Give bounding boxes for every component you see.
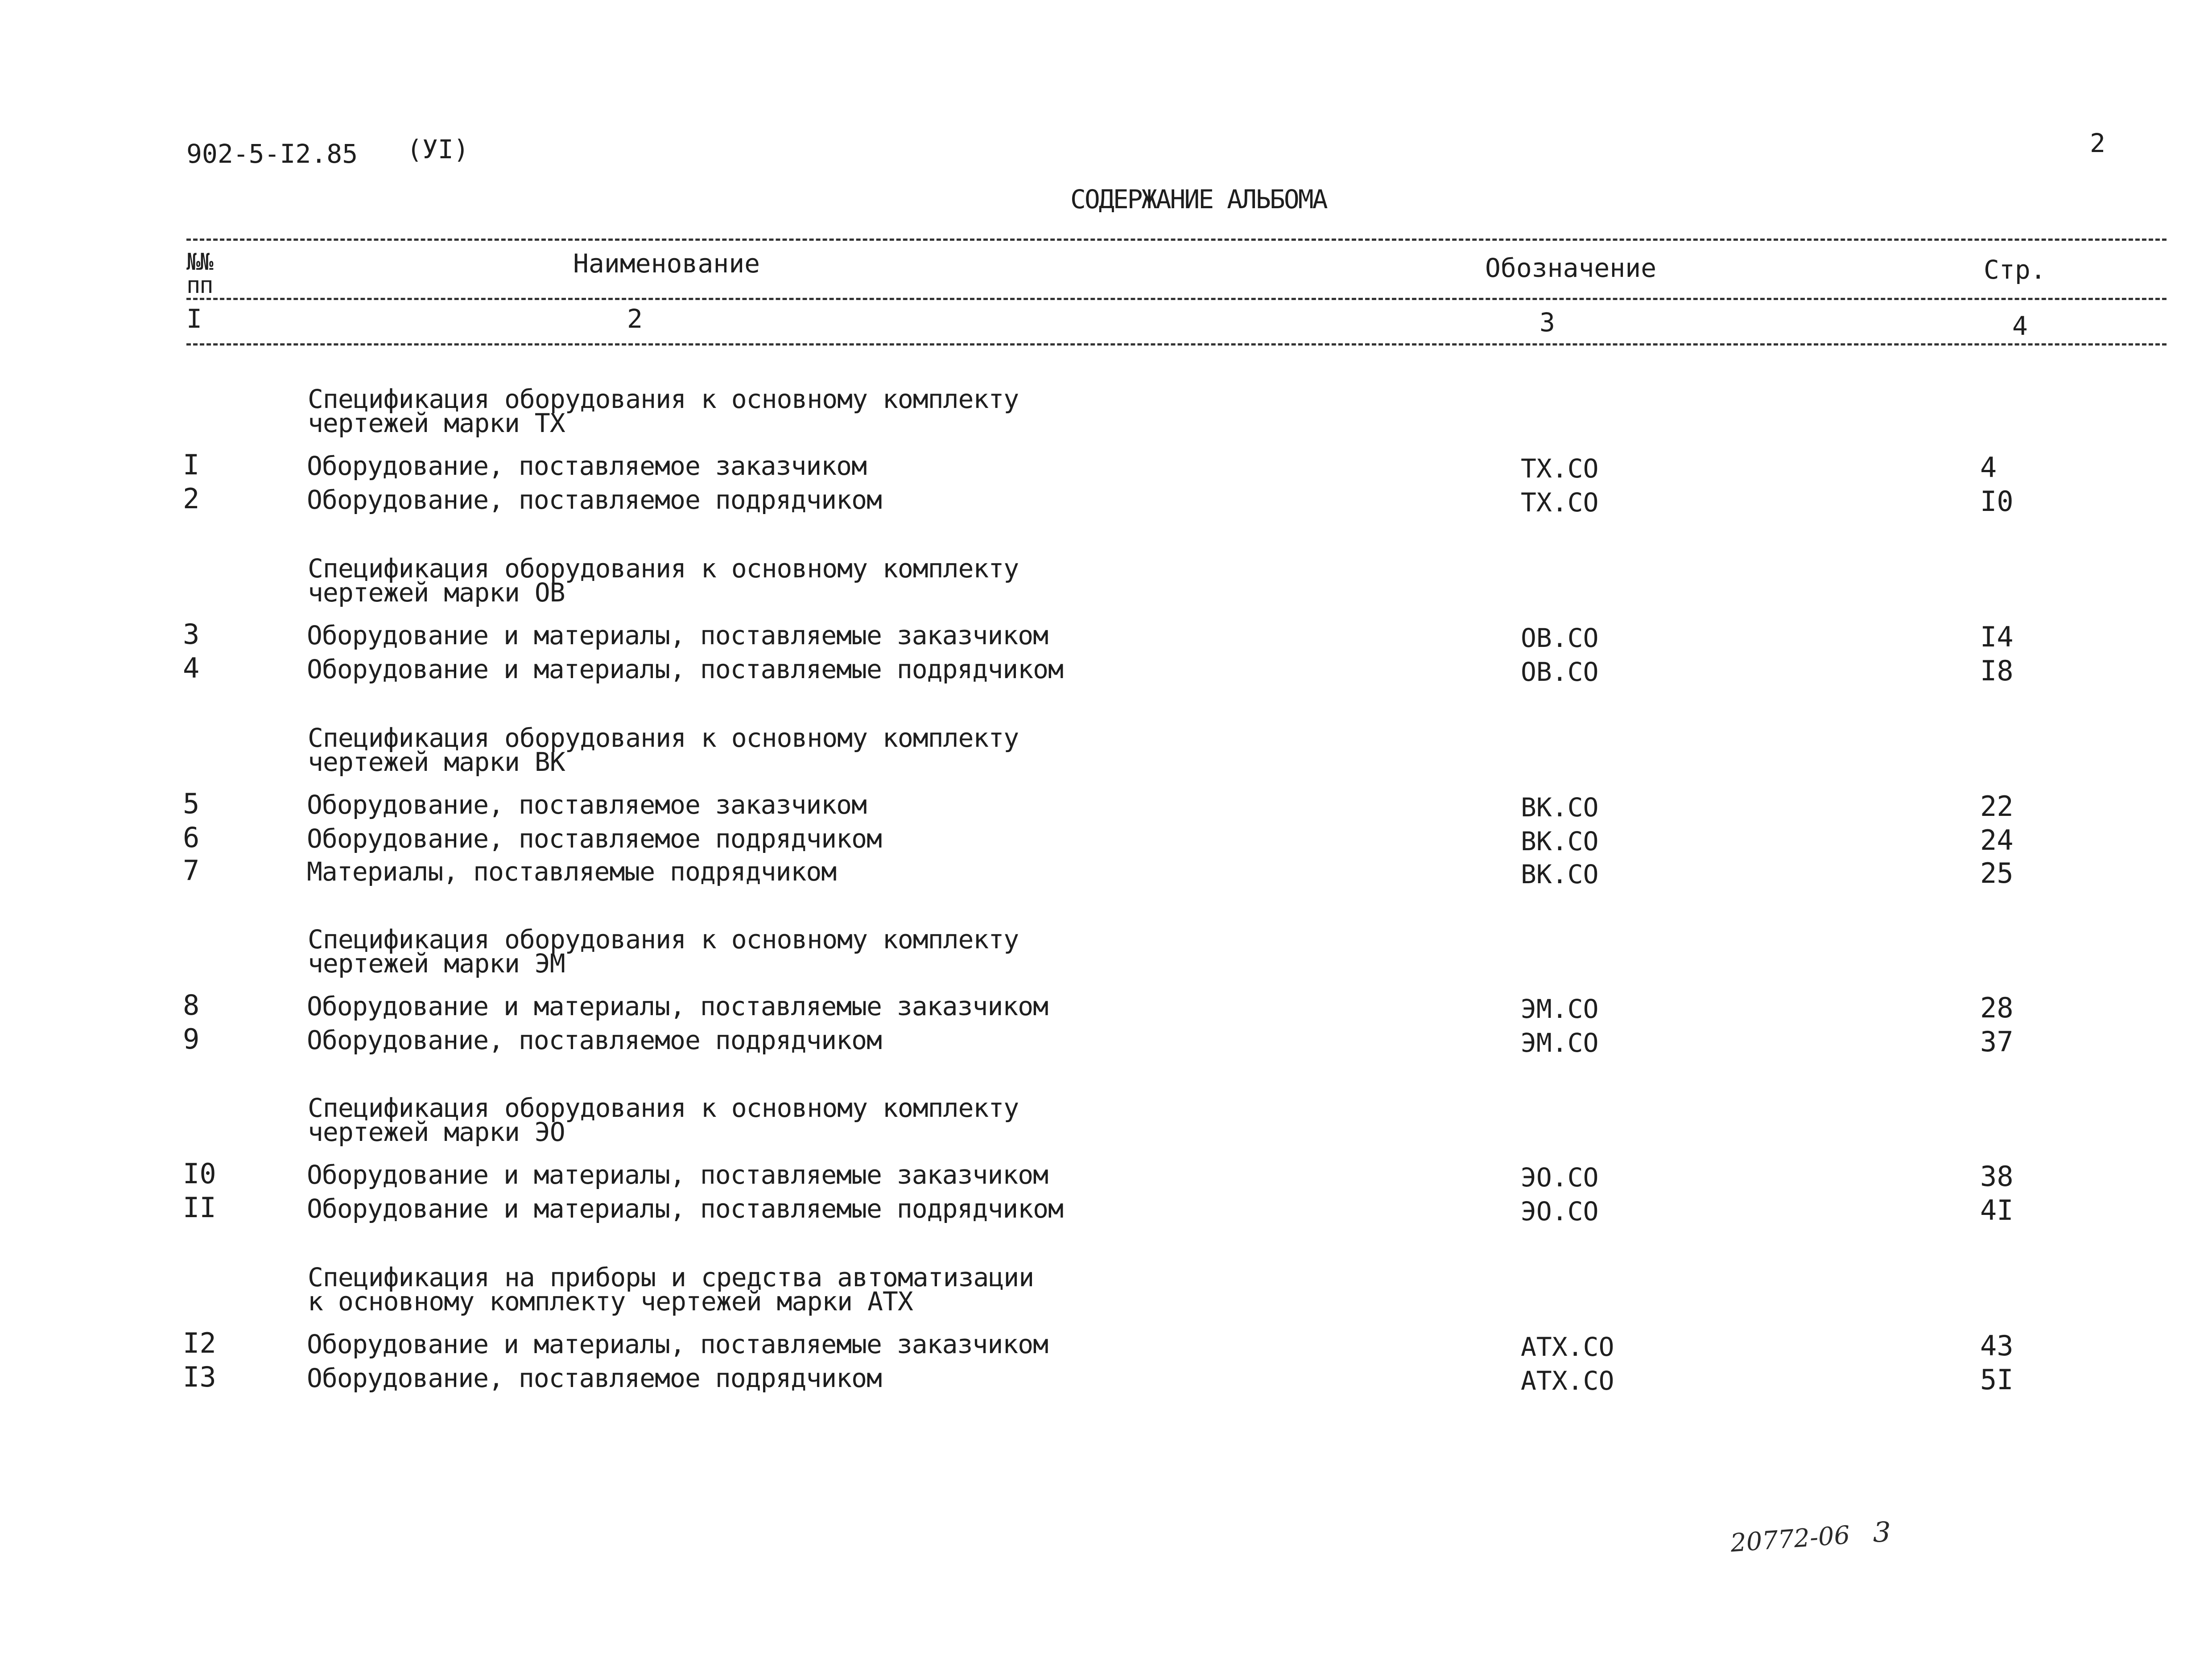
row-number: I0 [183, 1157, 216, 1190]
row-page: 4I [1980, 1194, 2014, 1226]
section-title-ov: Спецификация оборудования к основному комплекту чертежей марки ОВ [308, 553, 1019, 608]
row-name: Оборудование, поставляемое подрядчиком [307, 485, 882, 515]
header-top-rule [186, 239, 2167, 241]
row-page: 43 [1980, 1329, 2014, 1362]
row-code: ТХ.СО [1521, 453, 1599, 484]
row-name: Материалы, поставляемые подрядчиком [307, 856, 837, 887]
header-middle-rule [186, 298, 2167, 300]
column-number-label-1: №№ [186, 249, 213, 276]
row-name: Оборудование, поставляемое заказчиком [307, 790, 867, 820]
row-name: Оборудование и материалы, поставляемые подрядчиком [307, 1194, 1063, 1224]
row-number: 6 [183, 821, 200, 854]
row-name: Оборудование, поставляемое заказчиком [307, 451, 867, 481]
row-number: 7 [183, 854, 200, 887]
row-code: ЭО.СО [1521, 1196, 1599, 1226]
row-code: ОВ.СО [1521, 623, 1599, 653]
column-index-2: 2 [627, 304, 643, 334]
handwritten-sheet-number: 3 [1873, 1516, 1891, 1548]
row-name: Оборудование и материалы, поставляемые заказчиком [307, 991, 1048, 1021]
column-index-3: 3 [1539, 307, 1555, 337]
row-page: 28 [1980, 992, 2014, 1024]
row-code: ВК.СО [1521, 859, 1599, 889]
row-number: 5 [183, 787, 200, 820]
row-name: Оборудование, поставляемое подрядчиком [307, 823, 882, 854]
row-number: 3 [183, 618, 200, 650]
row-code: АТХ.СО [1521, 1366, 1614, 1396]
volume-number: (УI) [407, 134, 469, 165]
row-code: ВК.СО [1521, 826, 1599, 856]
row-code: ОВ.СО [1521, 657, 1599, 687]
row-page: 25 [1980, 857, 2014, 889]
row-page: 24 [1980, 824, 2014, 856]
row-code: ЭО.СО [1521, 1162, 1599, 1193]
page-title: СОДЕРЖАНИЕ АЛЬБОМА [1070, 184, 1327, 214]
row-number: 2 [183, 482, 200, 515]
row-number: 8 [183, 989, 200, 1021]
row-name: Оборудование и материалы, поставляемые подрядчиком [307, 654, 1063, 684]
row-number: I2 [183, 1327, 216, 1359]
row-page: 38 [1980, 1160, 2014, 1193]
row-page: I0 [1980, 485, 2014, 518]
header-bottom-rule [186, 343, 2167, 346]
row-page: 22 [1980, 790, 2014, 823]
row-name: Оборудование и материалы, поставляемые заказчиком [307, 620, 1048, 650]
row-page: I4 [1980, 621, 2014, 653]
row-number: 4 [183, 652, 200, 684]
column-index-4: 4 [2012, 311, 2028, 341]
row-code: ЭМ.СО [1521, 1028, 1599, 1058]
row-code: ЭМ.СО [1521, 994, 1599, 1024]
section-title-eo: Спецификация оборудования к основному комплекту чертежей марки ЭО [308, 1093, 1019, 1147]
document-number: 902-5-I2.85 [186, 139, 358, 169]
section-title-atx: Спецификация на приборы и средства автоматизации к основному комплекту чертежей марки АТХ [308, 1262, 1034, 1317]
row-name: Оборудование и материалы, поставляемые заказчиком [307, 1160, 1048, 1190]
row-page: 37 [1980, 1025, 2014, 1058]
row-code: ТХ.СО [1521, 487, 1599, 518]
column-name-label: Наименование [573, 248, 760, 279]
row-number: I3 [183, 1361, 216, 1393]
row-name: Оборудование, поставляемое подрядчиком [307, 1025, 882, 1055]
column-code-label: Обозначение [1485, 253, 1657, 283]
handwritten-code: 20772-06 [1729, 1520, 1851, 1558]
row-page: 4 [1980, 451, 1997, 484]
section-title-vk: Спецификация оборудования к основному комплекту чертежей марки ВК [308, 723, 1019, 777]
section-title-em: Спецификация оборудования к основному комплекту чертежей марки ЭМ [308, 924, 1019, 979]
page-number: 2 [2090, 128, 2105, 158]
column-index-1: I [186, 304, 202, 334]
row-code: АТХ.СО [1521, 1332, 1614, 1362]
row-name: Оборудование, поставляемое подрядчиком [307, 1363, 882, 1393]
column-number-label-2: пп [186, 272, 213, 299]
row-page: 5I [1980, 1363, 2014, 1396]
section-title-tx: Спецификация оборудования к основному комплекту чертежей марки ТХ [308, 384, 1019, 438]
row-code: ВК.СО [1521, 792, 1599, 823]
column-page-label: Стр. [1984, 255, 2046, 285]
row-number: I [183, 449, 200, 481]
row-number: II [183, 1191, 216, 1224]
row-name: Оборудование и материалы, поставляемые заказчиком [307, 1329, 1048, 1359]
row-number: 9 [183, 1023, 200, 1055]
row-page: I8 [1980, 654, 2014, 687]
